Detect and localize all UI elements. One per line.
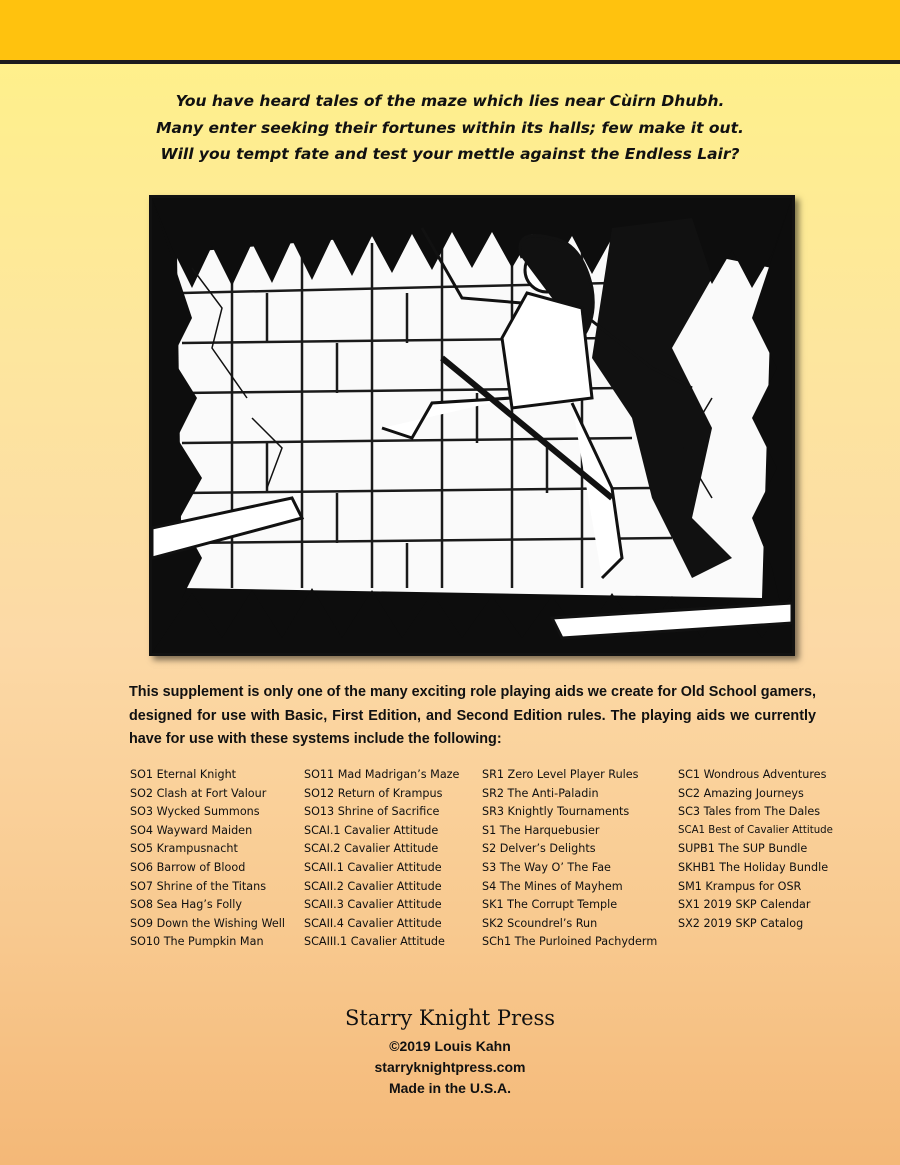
tagline — [0, 88, 900, 168]
product-column-3 — [482, 766, 657, 952]
product-item: SCAI.1 Cavalier Attitude — [304, 823, 439, 837]
product-item: SCAII.2 Cavalier Attitude — [304, 879, 442, 893]
product-item: SK2 Scoundrel’s Run — [482, 916, 598, 930]
product-item: S3 The Way O’ The Fae — [482, 860, 611, 874]
product-column-4 — [678, 766, 833, 933]
product-item: SK1 The Corrupt Temple — [482, 898, 618, 912]
product-item: SO9 Down the Wishing Well — [130, 916, 285, 930]
product-list — [130, 766, 850, 956]
product-column-1 — [130, 766, 285, 952]
dungeon-leap-artwork — [152, 198, 792, 653]
product-item: SO11 Mad Madrigan’s Maze — [304, 768, 460, 781]
product-item: SO12 Return of Krampus — [304, 786, 443, 800]
product-item: SR1 Zero Level Player Rules — [482, 768, 639, 781]
publisher-name: Starry Knight Press — [344, 1006, 556, 1030]
tagline-line-3: Will you tempt fate and test your mettle against the Endless Lair? — [160, 145, 740, 163]
product-item: SO4 Wayward Maiden — [130, 823, 253, 837]
product-item: SR2 The Anti-Paladin — [482, 786, 599, 800]
product-item: SKHB1 The Holiday Bundle — [678, 860, 829, 874]
product-item: SR3 Knightly Tournaments — [482, 805, 630, 819]
product-item: SC3 Tales from The Dales — [678, 805, 821, 819]
product-item: S1 The Harquebusier — [482, 823, 600, 837]
product-item: SCAII.3 Cavalier Attitude — [304, 898, 442, 912]
product-item: SC1 Wondrous Adventures — [678, 768, 827, 781]
product-item: S4 The Mines of Mayhem — [482, 879, 623, 893]
product-item: SO6 Barrow of Blood — [130, 860, 246, 874]
origin-text: Made in the U.S.A. — [388, 1080, 512, 1096]
product-item: SCAII.1 Cavalier Attitude — [304, 860, 442, 874]
footer-info — [0, 1036, 900, 1099]
tagline-line-1: You have heard tales of the maze which lies near Cùirn Dhubh. — [175, 92, 725, 110]
product-item: SCAI.2 Cavalier Attitude — [304, 842, 439, 856]
cover-illustration — [149, 195, 795, 656]
product-item: SO7 Shrine of the Titans — [130, 879, 267, 893]
tagline-line-2: Many enter seeking their fortunes within its halls; few make it out. — [156, 118, 744, 137]
product-item: SCA1 Best of Cavalier Attitude — [678, 824, 833, 836]
website-text: starryknightpress.com — [374, 1059, 526, 1075]
product-item: SO13 Shrine of Sacrifice — [304, 805, 440, 819]
product-item: SCh1 The Purloined Pachyderm — [482, 935, 658, 949]
intro-paragraph: This supplement is only one of the many exciting role playing aids we create for Old School gamers, designed for use with Basic, First Edition, and Second Edition rules. The playing aids we currently have for use with these systems include the following: — [129, 684, 816, 747]
product-item: SO2 Clash at Fort Valour — [130, 786, 267, 800]
product-item: SO5 Krampusnacht — [130, 842, 238, 856]
product-item: SC2 Amazing Journeys — [678, 786, 804, 800]
product-item: SM1 Krampus for OSR — [678, 879, 802, 893]
product-item: SO3 Wycked Summons — [130, 805, 260, 819]
copyright-text: ©2019 Louis Kahn — [389, 1038, 511, 1054]
product-item: SCAII.4 Cavalier Attitude — [304, 916, 442, 930]
product-item: SUPB1 The SUP Bundle — [678, 842, 808, 856]
product-item: SO10 The Pumpkin Man — [130, 935, 264, 949]
product-item: SCAIII.1 Cavalier Attitude — [304, 935, 445, 949]
product-column-2 — [304, 766, 459, 952]
product-item: S2 Delver’s Delights — [482, 842, 596, 856]
top-banner — [0, 0, 900, 64]
product-item: SO8 Sea Hag’s Folly — [130, 898, 243, 912]
product-item: SO1 Eternal Knight — [130, 768, 237, 781]
product-item: SX1 2019 SKP Calendar — [678, 898, 811, 912]
product-item: SX2 2019 SKP Catalog — [678, 916, 804, 930]
